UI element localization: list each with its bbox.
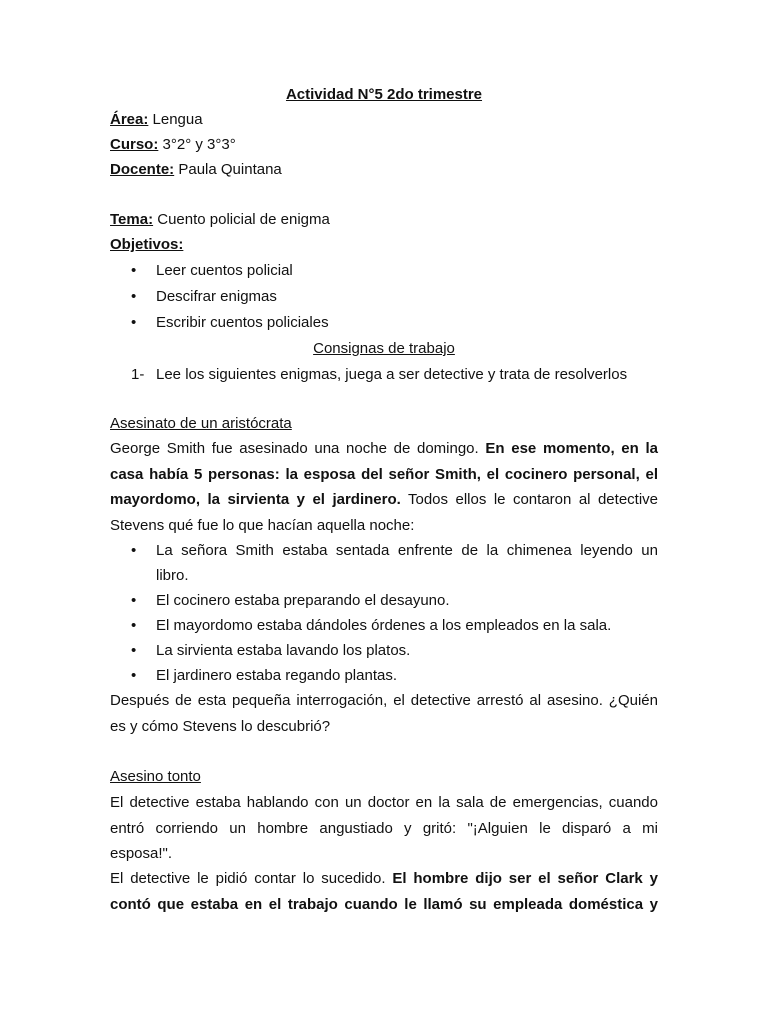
enigma1-paragraph-line: Stevens qué fue lo que hacían aquella noche: <box>110 517 415 534</box>
enigma1-bullet: La sirvienta estaba lavando los platos. <box>156 642 411 659</box>
area-value: Lengua <box>148 111 203 128</box>
area-line <box>110 111 203 129</box>
enigma2-paragraph-line <box>110 870 658 888</box>
enigma2-paragraph-line: contó que estaba en el trabajo cuando le llamó su empleada doméstica y <box>110 896 658 913</box>
enigma2-paragraph-line: El detective estaba hablando con un doctor en la sala de emergencias, cuando <box>110 794 658 811</box>
enigma1-bullet: El cocinero estaba preparando el desayuno. <box>156 592 450 609</box>
bold-text-span: En ese momento, en la <box>485 440 658 457</box>
enigma1-bullet-continuation: libro. <box>156 567 189 584</box>
bullet-icon: • <box>131 542 137 559</box>
objetivos-label: Objetivos: <box>110 236 184 253</box>
text-span: El detective le pidió contar lo sucedido. <box>110 870 393 887</box>
docente-label: Docente: <box>110 161 175 178</box>
objetivo-item: Leer cuentos policial <box>156 262 293 279</box>
enigma1-question-line: es y cómo Stevens lo descubrió? <box>110 718 331 735</box>
docente-line <box>110 161 282 179</box>
tema-value: Cuento policial de enigma <box>153 211 330 228</box>
enigma2-title: Asesino tonto <box>110 768 201 785</box>
curso-label: Curso: <box>110 136 159 153</box>
docente-value: Paula Quintana <box>174 161 282 178</box>
enigma1-bullet: El jardinero estaba regando plantas. <box>156 667 397 684</box>
bullet-icon: • <box>131 592 137 609</box>
objetivo-item: Descifrar enigmas <box>156 288 277 305</box>
tema-line <box>110 211 330 229</box>
bullet-icon: • <box>131 642 137 659</box>
bullet-icon: • <box>131 288 137 305</box>
bullet-icon: • <box>131 314 137 331</box>
area-label: Área: <box>110 111 149 128</box>
tema-label: Tema: <box>110 211 154 228</box>
enigma1-title: Asesinato de un aristócrata <box>110 415 292 432</box>
curso-value: 3°2° y 3°3° <box>158 136 236 153</box>
bullet-icon: • <box>131 617 137 634</box>
enigma1-bullet: El mayordomo estaba dándoles órdenes a los empleados en la sala. <box>156 617 612 634</box>
enigma2-paragraph-line: entró corriendo un hombre angustiado y gritó: "¡Alguien le disparó a mi <box>110 820 658 837</box>
enigma2-paragraph-line: esposa!". <box>110 845 173 862</box>
consigna-number: 1- <box>131 366 145 383</box>
objetivo-item: Escribir cuentos policiales <box>156 314 329 331</box>
enigma1-paragraph-line <box>110 491 658 509</box>
bullet-icon: • <box>131 667 137 684</box>
bullet-icon: • <box>131 262 137 279</box>
enigma1-bullet: La señora Smith estaba sentada enfrente de la chimenea leyendo un <box>156 542 658 559</box>
enigma1-question-line: Después de esta pequeña interrogación, el detective arrestó al asesino. ¿Quién <box>110 692 658 709</box>
enigma1-paragraph-line <box>110 440 658 458</box>
bold-text-span: mayordomo, la sirvienta y el jardinero. <box>110 491 401 508</box>
curso-line <box>110 136 236 154</box>
enigma1-paragraph-line: casa había 5 personas: la esposa del señor Smith, el cocinero personal, el <box>110 466 658 483</box>
bold-text-span: El hombre dijo ser el señor Clark y <box>392 870 658 887</box>
text-span: Todos ellos le contaron al detective <box>400 491 658 508</box>
consignas-title: Consignas de trabajo <box>313 340 455 357</box>
document-title: Actividad N°5 2do trimestre <box>285 86 483 103</box>
text-span: George Smith fue asesinado una noche de domingo. <box>110 440 486 457</box>
consigna-text: Lee los siguientes enigmas, juega a ser detective y trata de resolverlos <box>156 366 628 383</box>
